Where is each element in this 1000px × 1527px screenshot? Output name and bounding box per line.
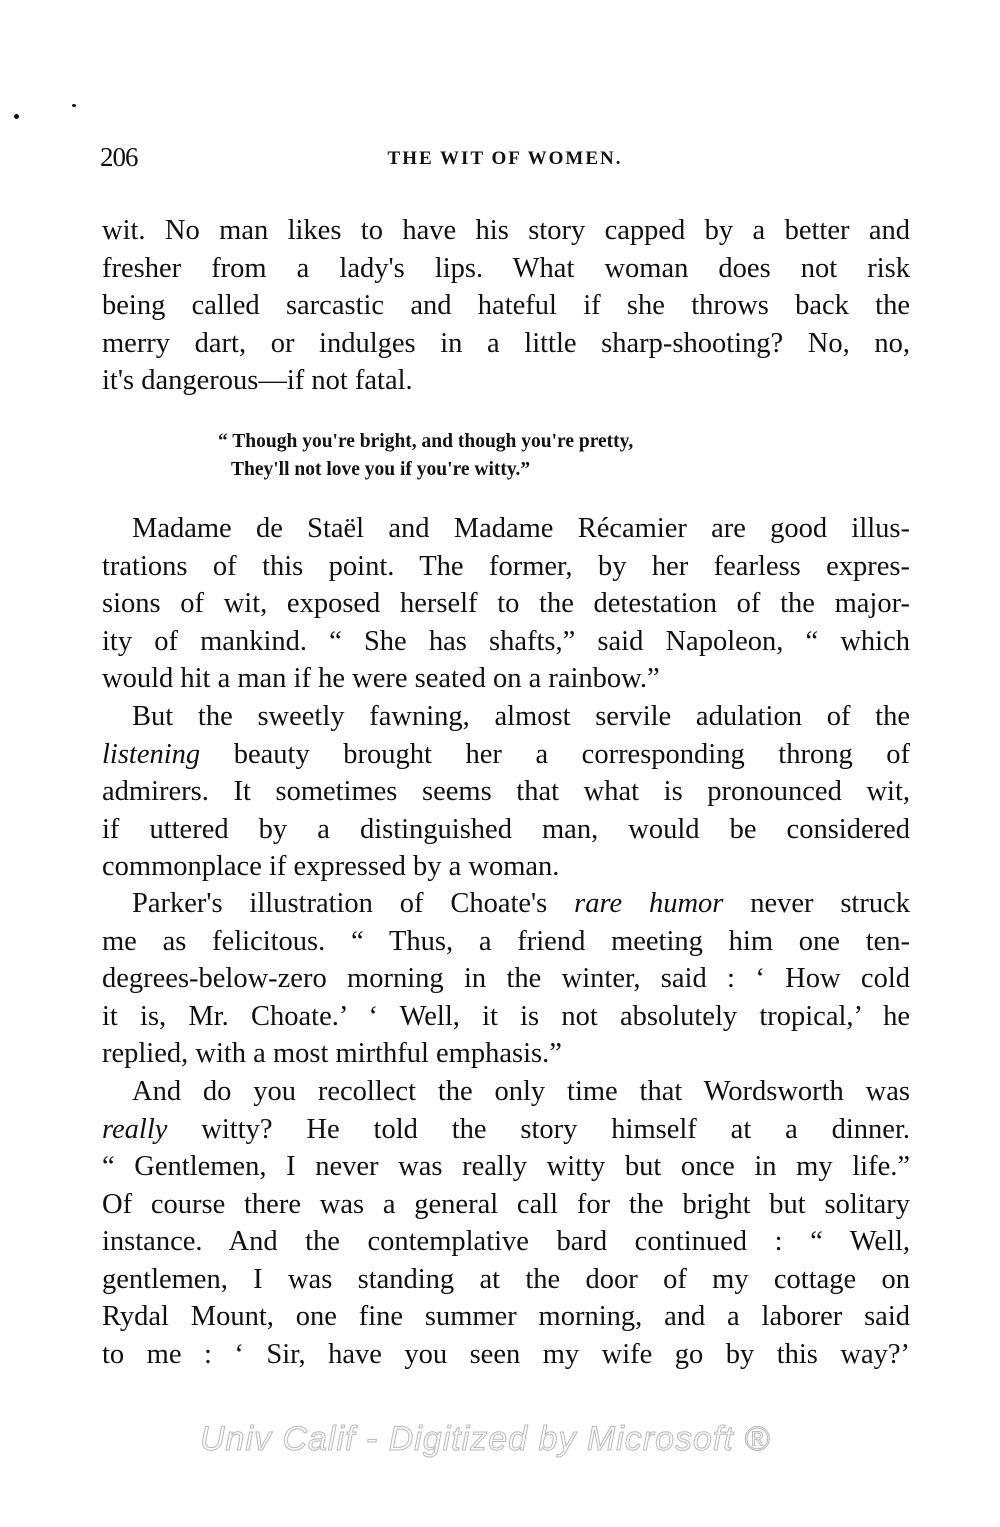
- text-line: “ Gentlemen, I never was really witty but once in my life.”: [102, 1151, 910, 1182]
- text-line: ity of mankind. “ She has shafts,” said Napoleon, “ which: [102, 625, 910, 657]
- paragraph-4: [102, 885, 910, 1073]
- paragraph-2: [102, 510, 910, 698]
- paragraph-5: [102, 1073, 910, 1373]
- emphasis-text: rare humor: [574, 888, 724, 919]
- text-line: would hit a man if he were seated on a rainbow.”: [102, 663, 660, 694]
- text-line: replied, with a most mirthful emphasis.”: [102, 1038, 562, 1069]
- epigraph-line: They'll not love you if you're witty.”: [231, 459, 531, 480]
- text-line: wit. No man likes to have his story capped by a better and: [102, 215, 910, 246]
- text-segment: never struck: [723, 888, 910, 919]
- text-line: [102, 736, 910, 774]
- emphasis-text: really: [102, 1113, 168, 1145]
- epigraph-line: “ Though you're bright, and though you're pretty,: [218, 431, 634, 452]
- text-line: me as felicitous. “ Thus, a friend meeting him one ten-: [102, 925, 910, 957]
- text-line: being called sarcastic and hateful if she throws back the: [102, 290, 910, 321]
- running-title: THE WIT OF WOMEN.: [387, 148, 623, 169]
- text-line: fresher from a lady's lips. What woman does not risk: [102, 252, 910, 284]
- text-line: admirers. It sometimes seems that what is pronounced wit,: [102, 776, 910, 807]
- text-line: merry dart, or indulges in a little sharp-shooting? No, no,: [102, 327, 910, 359]
- paragraph-1: [102, 212, 910, 400]
- text-line: [102, 885, 910, 923]
- text-line: it is, Mr. Choate.’ ‘ Well, it is not absolutely tropical,’ he: [102, 1000, 910, 1032]
- digitization-watermark: Univ Calif - Digitized by Microsoft ®: [200, 1420, 771, 1458]
- text-line: And do you recollect the only time that Wordsworth was: [132, 1076, 910, 1107]
- page-header: [100, 142, 910, 182]
- text-line: trations of this point. The former, by her fearless expres-: [102, 550, 910, 582]
- text-line: sions of wit, exposed herself to the detestation of the major-: [102, 588, 910, 619]
- text-line: [102, 1111, 910, 1149]
- text-line: Of course there was a general call for the bright but solitary: [102, 1188, 910, 1220]
- scan-speck: [14, 114, 19, 119]
- text-line: if uttered by a distinguished man, would be considered: [102, 813, 910, 845]
- paragraph-3: [102, 698, 910, 886]
- page-number: 206: [100, 142, 138, 172]
- scan-speck: [72, 104, 76, 107]
- text-line: instance. And the contemplative bard continued : “ Well,: [102, 1226, 910, 1257]
- text-line: gentlemen, I was standing at the door of my cottage on: [102, 1263, 910, 1295]
- text-line: it's dangerous—if not fatal.: [102, 365, 413, 396]
- text-segment: witty? He told the story himself at a dinner.: [167, 1113, 910, 1145]
- text-line: commonplace if expressed by a woman.: [102, 851, 560, 882]
- text-line: But the sweetly fawning, almost servile adulation of the: [132, 701, 910, 732]
- text-segment: Parker's illustration of Choate's: [132, 888, 575, 919]
- text-line: to me : ‘ Sir, have you seen my wife go by this way?’: [102, 1338, 910, 1370]
- text-line: Rydal Mount, one fine summer morning, and a laborer said: [102, 1301, 910, 1332]
- epigraph-quote: [218, 428, 633, 484]
- text-line: degrees-below-zero morning in the winter, said : ‘ How cold: [102, 963, 910, 994]
- text-segment: beauty brought her a corresponding throng of: [200, 738, 910, 770]
- emphasis-text: listening: [102, 738, 201, 770]
- text-line: Madame de Staël and Madame Récamier are good illus-: [132, 513, 910, 544]
